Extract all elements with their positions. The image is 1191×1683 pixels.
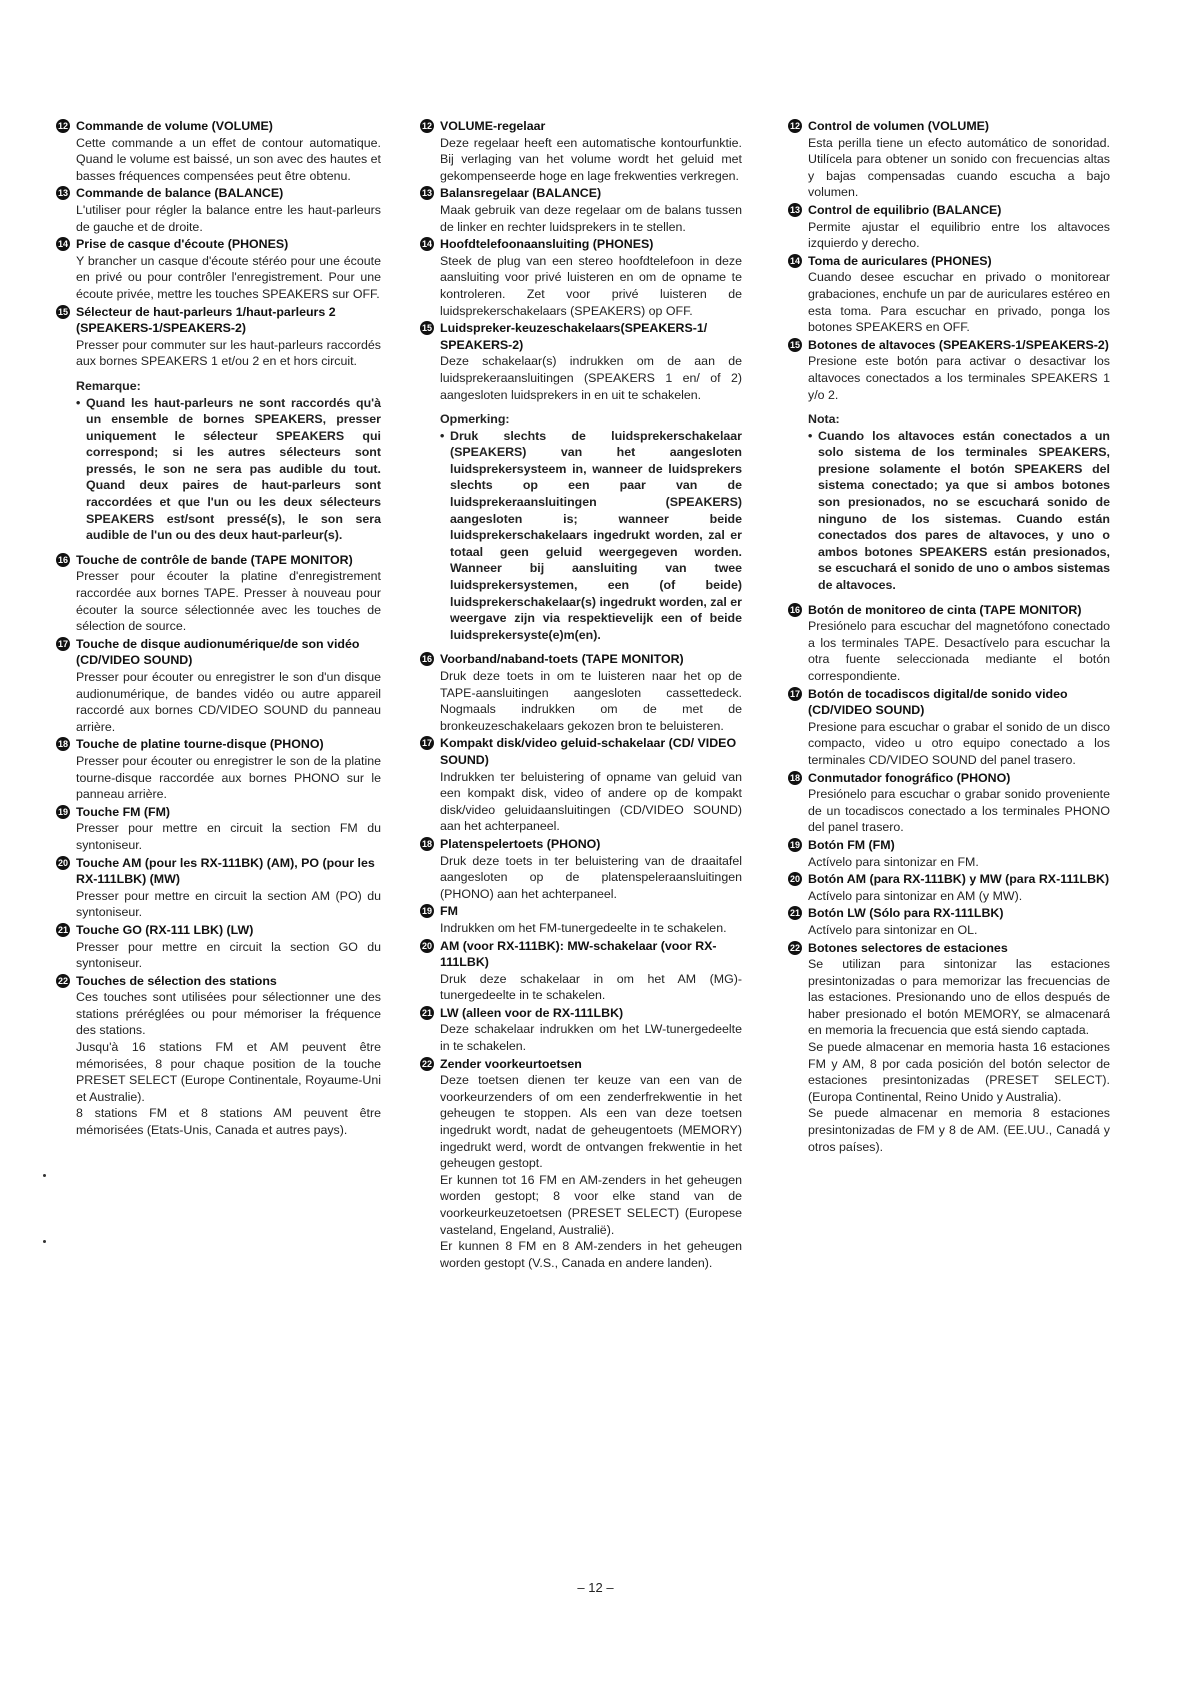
section-body xyxy=(808,719,1110,769)
section-number-icon: 15 xyxy=(789,339,800,350)
section-number-icon: 19 xyxy=(57,806,68,817)
remark-bullet-item xyxy=(808,428,1110,594)
section-item-14 xyxy=(788,253,1110,336)
section-body xyxy=(76,568,381,634)
section-title: Touche de platine tourne-disque (PHONO) xyxy=(76,737,324,752)
section-title: Botón de monitoreo de cinta (TAPE MONITOR) xyxy=(808,602,1082,617)
section-body xyxy=(440,353,742,403)
paragraph: Deze toetsen dienen ter keuze van een van de voorkeurzenders of om een zenderfrekwentie in het geheugen te stoppen. Als een van deze toetsen ingedrukt wordt, nadat de geheugentoets (MEMORY) ingedrukt werd, wordt de ontvangen frekwentie in het geheugen gestopt. xyxy=(440,1073,742,1171)
paragraph: Presser pour écouter ou enregistrer le son d'un disque audionumérique, de bandes vidéo ou autre appareil raccordé aux bornes CD/VIDEO SOUND du panneau arrière. xyxy=(76,670,381,734)
paragraph: Cuando los altavoces están conectados a un solo sistema de los terminales SPEAKERS, presione solamente el botón SPEAKERS del sistema conectado; ya que si ambos botones son presionados, no se escuchará sonido de ninguno de los sistemas. Cuando están conectados dos pares de altavoces, y uno o ambos botones SPEAKERS están presionados, se escuchará el sonido de uno o ambos sistemas de altavoces. xyxy=(818,428,1110,593)
section-item-16 xyxy=(788,602,1110,685)
section-heading xyxy=(56,236,381,253)
bullet-icon: • xyxy=(76,395,81,410)
section-number-icon: 14 xyxy=(421,239,432,250)
paragraph: Presser pour commuter sur les haut-parleurs raccordés aux bornes SPEAKERS 1 et/ou 2 en et hors circuit. xyxy=(76,337,381,369)
section-heading xyxy=(56,118,381,135)
section-heading xyxy=(788,871,1110,888)
section-item-14 xyxy=(56,236,381,302)
paragraph: Esta perilla tiene un efecto automático de sonoridad. Utilícela para obtener un sonido con frecuencias altas y bajas compensadas cuando escucha a bajo volumen. xyxy=(808,135,1110,200)
section-number-icon: 16 xyxy=(57,554,68,565)
section-number-icon: 12 xyxy=(57,121,68,131)
section-body xyxy=(76,888,381,921)
paragraph: Presione para escuchar o grabar el sonido de un disco compacto, video u otro equipo conectado a los terminales CD/VIDEO SOUND del panel trasero. xyxy=(808,719,1110,767)
bullet-icon: • xyxy=(808,428,813,443)
section-heading xyxy=(420,651,742,668)
section-body xyxy=(808,922,1110,939)
paragraph: Druk slechts de luidsprekerschakelaar (SPEAKERS) van het aangesloten luidsprekersysteem in, wanneer de luidsprekers slechts op een paar van de luidsprekeraansluitingen (SPEAKERS) aangesloten is; wanneer beide luidsprekerschakelaars ingedrukt worden, zal er totaal geen geluid weergegeven worden. Wanneer bij aansluiting van twee luidsprekersystemen, een (of beide) luidsprekerschakelaar(s) ingedrukt worden, zal er weergave zijn via respektievelijk een of beide luidsprekersyste(e)m(en). xyxy=(450,428,742,642)
paragraph: Maak gebruik van deze regelaar om de balans tussen de linker en rechter luidsprekers in te stellen. xyxy=(440,202,742,234)
section-item-17 xyxy=(788,686,1110,769)
paragraph: Presiónelo para escuchar o grabar sonido proveniente de un tocadiscos conectado a los terminales PHONO del panel trasero. xyxy=(808,787,1110,835)
section-item-21 xyxy=(56,922,381,972)
section-item-18 xyxy=(788,770,1110,836)
section-heading xyxy=(788,337,1110,354)
bullet-icon: • xyxy=(440,428,445,443)
section-item-15 xyxy=(788,337,1110,403)
section-body xyxy=(808,956,1110,1155)
section-number-icon: 17 xyxy=(421,738,432,749)
section-item-21 xyxy=(788,905,1110,938)
section-item-13 xyxy=(788,202,1110,252)
paragraph: Quand les haut-parleurs ne sont raccordés qu'à un ensemble de bornes SPEAKERS, presser uniquement le sélecteur SPEAKERS qui correspond; si les autres sélecteurs sont pressés, le son ne sera pas audible du tout. Quand deux paires de haut-parleurs sont raccordées et que l'un ou les deux sélecteurs SPEAKERS est/sont pressé(s), le son sera audible de l'un ou des deux haut-parleur(s). xyxy=(86,395,381,543)
paragraph: Jusqu'à 16 stations FM et AM peuvent être mémorisées, 8 pour chaque position de la touche PRESET SELECT (Europe Continentale, Royaume-Uni et Australie). xyxy=(76,1040,381,1104)
section-title: Voorband/naband-toets (TAPE MONITOR) xyxy=(440,652,684,667)
section-heading xyxy=(56,552,381,569)
remark-title: Nota: xyxy=(808,412,840,427)
section-item-22 xyxy=(788,940,1110,1156)
section-heading xyxy=(56,304,381,337)
section-body xyxy=(440,769,742,835)
section-title: Touche de disque audionumérique/de son vidéo (CD/VIDEO SOUND) xyxy=(76,636,360,668)
section-heading xyxy=(56,922,381,939)
section-title: Botón AM (para RX-111BK) y MW (para RX-111LBK) xyxy=(808,872,1110,887)
paragraph: Presiónelo para escuchar del magnetófono conectado a los terminales TAPE. Desactívelo para escuchar la otra fuente seleccionada mediante el botón correspondiente. xyxy=(808,619,1110,683)
section-item-21 xyxy=(420,1005,742,1055)
section-body xyxy=(808,269,1110,335)
section-title: Hoofdtelefoonaansluiting (PHONES) xyxy=(440,237,654,252)
remark-title: Remarque: xyxy=(76,378,141,393)
section-item-13 xyxy=(56,185,381,235)
section-number-icon: 20 xyxy=(57,857,68,868)
paragraph: L'utiliser pour régler la balance entre les haut-parleurs de gauche et de droite. xyxy=(76,202,381,234)
section-title: Toma de auriculares (PHONES) xyxy=(808,253,992,268)
remark-bullet-item xyxy=(440,428,742,644)
column-french xyxy=(56,118,381,1140)
paragraph: Druk deze toets in om te luisteren naar het op de TAPE-aansluitingen aangesloten cassettedeck. Nogmaals indrukken om de met de bronkeuzeschakelaars gekozen bron te beluisteren. xyxy=(440,669,742,733)
section-number-icon: 22 xyxy=(421,1058,432,1069)
section-number-icon: 15 xyxy=(421,323,432,334)
section-body xyxy=(808,786,1110,836)
section-heading xyxy=(788,118,1110,135)
section-item-19 xyxy=(56,804,381,854)
section-heading xyxy=(420,118,742,135)
section-item-13 xyxy=(420,185,742,235)
section-item-22 xyxy=(56,973,381,1139)
section-body xyxy=(76,939,381,972)
paragraph: Se puede almacenar en memoria hasta 16 estaciones FM y AM, 8 por cada posición del botón selector de estaciones presintonizadas (PRESET SELECT). (Europa Continental, Reino Unido y Australia). xyxy=(808,1040,1110,1104)
section-heading xyxy=(420,836,742,853)
section-title: Kompakt disk/video geluid-schakelaar (CD/ VIDEO SOUND) xyxy=(440,736,737,767)
paragraph: Steek de plug van een stereo hoofdtelefoon in deze aansluiting voor privé luisteren en om de opname te kontroleren. Zet voor privé luisteren de luidsprekerschakelaars (SPEAKERS) op OFF. xyxy=(440,253,742,318)
section-item-12 xyxy=(420,118,742,184)
section-title: Botones selectores de estaciones xyxy=(808,940,1008,955)
section-number-icon: 20 xyxy=(421,940,432,951)
paragraph: Se utilizan para sintonizar las estaciones presintonizadas o para memorizar las frecuencias de las estaciones. Presionando uno de ellos después de haber presionado el botón MEMORY, se almacenará en memoria la frecuencia que está siendo captada. xyxy=(808,957,1110,1038)
section-body xyxy=(76,135,381,185)
section-number-icon: 12 xyxy=(789,121,800,131)
section-number-icon: 19 xyxy=(421,906,432,917)
section-body xyxy=(76,669,381,735)
section-title: Botón FM (FM) xyxy=(808,837,895,852)
section-title: AM (voor RX-111BK): MW-schakelaar (voor RX-111LBK) xyxy=(440,938,717,970)
remark-text xyxy=(86,395,381,544)
section-item-20 xyxy=(420,938,742,1004)
section-heading xyxy=(788,602,1110,619)
remark-bullet-item xyxy=(76,395,381,544)
paragraph: Presser pour écouter la platine d'enregistrement raccordée aux bornes TAPE. Presser à nouveau pour écouter la source sélectionnée avec les touches de sélection de source. xyxy=(76,569,381,634)
section-number-icon: 12 xyxy=(421,121,432,131)
paragraph: Er kunnen tot 16 FM en AM-zenders in het geheugen worden gestopt; 8 voor elke stand van de voorkeurkeuzetoetsen (PRESET SELECT) (Europese vasteland, Engeland, Australië). xyxy=(440,1172,742,1237)
section-number-icon: 15 xyxy=(57,306,68,317)
section-body xyxy=(440,202,742,235)
section-item-22 xyxy=(420,1056,742,1272)
section-body xyxy=(440,971,742,1004)
section-item-16 xyxy=(420,651,742,734)
paragraph: Presser pour mettre en circuit la section AM (PO) du syntoniseur. xyxy=(76,888,381,920)
section-title: Luidspreker-keuzeschakelaars(SPEAKERS-1/ SPEAKERS-2) xyxy=(440,321,708,352)
scan-mark xyxy=(43,1174,46,1177)
section-title: Control de volumen (VOLUME) xyxy=(808,119,990,133)
section-title: Zender voorkeurtoetsen xyxy=(440,1056,582,1071)
paragraph: 8 stations FM et 8 stations AM peuvent être mémorisées (Etats-Unis, Canada et autres pays). xyxy=(76,1106,381,1138)
paragraph: Deze regelaar heeft een automatische kontourfunktie. Bij verlaging van het volume wordt het geluid met gekompenseerde hoge en lage frekwenties verkregen. xyxy=(440,135,742,183)
section-heading xyxy=(788,770,1110,787)
section-heading xyxy=(788,837,1110,854)
section-heading xyxy=(420,1005,742,1022)
section-item-12 xyxy=(788,118,1110,201)
paragraph: Druk deze schakelaar in om het AM (MG)-tunergedeelte in te schakelen. xyxy=(440,971,742,1003)
section-body xyxy=(808,888,1110,905)
section-heading xyxy=(420,236,742,253)
section-title: Touche GO (RX-111 LBK) (LW) xyxy=(76,922,254,937)
section-body xyxy=(440,920,742,937)
section-number-icon: 20 xyxy=(789,874,800,885)
column-dutch xyxy=(420,118,742,1272)
section-body xyxy=(440,1072,742,1271)
remark-note xyxy=(76,378,381,544)
remark-note xyxy=(808,411,1110,594)
section-body xyxy=(440,853,742,903)
section-number-icon: 18 xyxy=(789,772,800,783)
section-heading xyxy=(788,253,1110,270)
section-number-icon: 19 xyxy=(789,839,800,850)
paragraph: Indrukken ter beluistering of opname van geluid van een kompakt disk, video of andere op de kompakt disk/video geluidaansluitingen (CD/VIDEO SOUND) aan het achterpaneel. xyxy=(440,769,742,834)
section-heading xyxy=(420,735,742,768)
section-body xyxy=(76,820,381,853)
section-heading xyxy=(420,938,742,971)
section-body xyxy=(76,337,381,370)
section-title: Conmutador fonográfico (PHONO) xyxy=(808,770,1011,785)
paragraph: Actívelo para sintonizar en FM. xyxy=(808,854,979,869)
section-body xyxy=(808,135,1110,201)
section-number-icon: 22 xyxy=(789,942,800,953)
section-heading xyxy=(788,686,1110,719)
section-title: VOLUME-regelaar xyxy=(440,119,546,133)
paragraph: Se puede almacenar en memoria 8 estaciones presintonizadas de FM y 8 de AM. (EE.UU., Canadá y otros países). xyxy=(808,1106,1110,1154)
section-title: Commande de balance (BALANCE) xyxy=(76,186,284,201)
paragraph: Druk deze toets in ter beluistering van de draaitafel aangesloten op de platenspeleraansluitingen (PHONO) aan het achterpaneel. xyxy=(440,853,742,901)
section-heading xyxy=(56,636,381,669)
section-number-icon: 14 xyxy=(789,255,800,266)
section-heading xyxy=(420,903,742,920)
paragraph: Actívelo para sintonizar en OL. xyxy=(808,922,978,937)
section-heading xyxy=(56,185,381,202)
section-title: Balansregelaar (BALANCE) xyxy=(440,186,602,201)
section-title: Touches de sélection des stations xyxy=(76,973,277,988)
section-body xyxy=(808,219,1110,252)
section-number-icon: 14 xyxy=(57,239,68,250)
section-body xyxy=(76,753,381,803)
section-item-20 xyxy=(56,855,381,921)
section-body xyxy=(808,353,1110,403)
paragraph: Actívelo para sintonizar en AM (y MW). xyxy=(808,888,1023,903)
paragraph: Ces touches sont utilisées pour sélectionner une des stations préréglées ou pour mémoriser la fréquence des stations. xyxy=(76,990,381,1038)
page-number: – 12 – xyxy=(577,1580,614,1595)
section-item-16 xyxy=(56,552,381,635)
section-heading xyxy=(56,973,381,990)
section-title: LW (alleen voor de RX-111LBK) xyxy=(440,1005,624,1020)
section-title: Sélecteur de haut-parleurs 1/haut-parleurs 2 (SPEAKERS-1/SPEAKERS-2) xyxy=(76,304,336,336)
section-heading xyxy=(788,940,1110,957)
section-body xyxy=(76,202,381,235)
section-title: FM xyxy=(440,904,458,919)
paragraph: Presser pour mettre en circuit la section FM du syntoniseur. xyxy=(76,821,381,852)
section-title: Platenspelertoets (PHONO) xyxy=(440,836,601,851)
column-spanish xyxy=(788,118,1110,1156)
section-body xyxy=(440,135,742,185)
paragraph: Er kunnen 8 FM en 8 AM-zenders in het geheugen worden gestopt (V.S., Canada en andere landen). xyxy=(440,1239,742,1270)
section-number-icon: 16 xyxy=(421,654,432,665)
section-number-icon: 18 xyxy=(57,739,68,750)
section-title: Botón LW (Sólo para RX-111LBK) xyxy=(808,906,1004,921)
section-title: Botones de altavoces (SPEAKERS-1/SPEAKERS-2) xyxy=(808,337,1109,352)
paragraph: Permite ajustar el equilibrio entre los altavoces izquierdo y derecho. xyxy=(808,219,1110,251)
remark-note xyxy=(440,411,742,643)
section-number-icon: 22 xyxy=(57,975,68,986)
remark-text xyxy=(450,428,742,644)
remark-text xyxy=(818,428,1110,594)
section-body xyxy=(76,253,381,303)
paragraph: Presser pour mettre en circuit la section GO du syntoniseur. xyxy=(76,939,381,971)
section-heading xyxy=(420,320,742,353)
section-item-20 xyxy=(788,871,1110,904)
section-heading xyxy=(788,202,1110,219)
section-title: Commande de volume (VOLUME) xyxy=(76,119,273,133)
paragraph: Y brancher un casque d'écoute stéréo pour une écoute en privé ou pour contrôler l'enregistrement. Pour une écoute privée, mettre les touches SPEAKERS sur OFF. xyxy=(76,253,381,301)
section-item-19 xyxy=(420,903,742,936)
section-heading xyxy=(56,804,381,821)
section-number-icon: 13 xyxy=(57,188,68,199)
scan-mark xyxy=(43,1240,46,1243)
section-item-15 xyxy=(420,320,742,403)
section-body xyxy=(808,618,1110,684)
section-body xyxy=(76,989,381,1138)
section-item-17 xyxy=(420,735,742,835)
remark-title: Opmerking: xyxy=(440,412,510,427)
section-heading xyxy=(788,905,1110,922)
section-title: Touche AM (pour les RX-111BK) (AM), PO (pour les RX-111LBK) (MW) xyxy=(76,855,375,887)
paragraph: Presione este botón para activar o desactivar los altavoces conectados a los terminales SPEAKERS 1 y/o 2. xyxy=(808,354,1110,402)
section-title: Prise de casque d'écoute (PHONES) xyxy=(76,237,289,252)
paragraph: Indrukken om het FM-tunergedeelte in te schakelen. xyxy=(440,920,727,935)
paragraph: Deze schakelaar(s) indrukken om de aan de luidsprekeraansluitingen (SPEAKERS 1 en/ of 2) aangesloten luidsprekers in en uit te schakelen. xyxy=(440,354,742,402)
section-body xyxy=(808,854,1110,871)
section-title: Control de equilibrio (BALANCE) xyxy=(808,202,1002,217)
section-body xyxy=(440,668,742,734)
section-number-icon: 18 xyxy=(421,838,432,849)
paragraph: Presser pour écouter ou enregistrer le son de la platine tourne-disque raccordée aux bornes PHONO sur le panneau arrière. xyxy=(76,753,381,802)
section-item-14 xyxy=(420,236,742,319)
section-item-17 xyxy=(56,636,381,736)
paragraph: Cette commande a un effet de contour automatique. Quand le volume est baissé, un son avec des hautes et basses fréquences compensées peut être obtenu. xyxy=(76,135,381,183)
section-number-icon: 16 xyxy=(789,604,800,615)
section-body xyxy=(440,253,742,319)
section-number-icon: 21 xyxy=(57,924,68,935)
section-item-18 xyxy=(420,836,742,902)
section-item-19 xyxy=(788,837,1110,870)
section-number-icon: 13 xyxy=(421,188,432,199)
section-item-15 xyxy=(56,304,381,370)
section-number-icon: 21 xyxy=(421,1007,432,1018)
section-item-12 xyxy=(56,118,381,184)
paragraph: Cuando desee escuchar en privado o monitorear grabaciones, enchufe un par de auriculares estéreo en esta toma. Para escuchar en privado, ponga los botones SPEAKERS en OFF. xyxy=(808,270,1110,335)
section-title: Touche FM (FM) xyxy=(76,804,171,819)
section-heading xyxy=(420,1056,742,1073)
section-number-icon: 17 xyxy=(57,638,68,649)
section-heading xyxy=(56,855,381,888)
section-number-icon: 21 xyxy=(789,908,800,919)
section-title: Botón de tocadiscos digital/de sonido video (CD/VIDEO SOUND) xyxy=(808,686,1068,718)
section-title: Touche de contrôle de bande (TAPE MONITOR) xyxy=(76,552,353,567)
section-body xyxy=(440,1021,742,1054)
section-heading xyxy=(420,185,742,202)
paragraph: Deze schakelaar indrukken om het LW-tunergedeelte in te schakelen. xyxy=(440,1022,742,1054)
section-number-icon: 13 xyxy=(789,204,800,215)
section-item-18 xyxy=(56,736,381,802)
section-number-icon: 17 xyxy=(789,688,800,699)
section-heading xyxy=(56,736,381,753)
